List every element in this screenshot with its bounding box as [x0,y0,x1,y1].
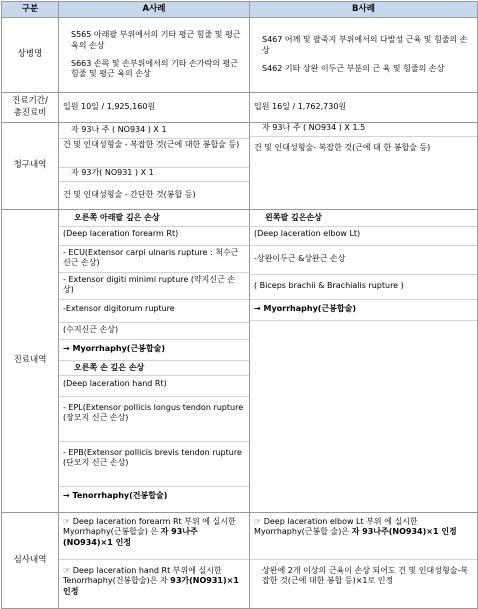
claim-a-desc1: 건 및 인대성형술 - 복잡한 것(근에 대한 봉합술 등) [59,138,249,167]
treatment-a-head2: 오른쪽 손 깊은 손상 [59,360,249,375]
claim-a-code1: 자 93나 주 ( NO934 ) X 1 [71,124,167,134]
period-case-b: 입원 16일 / 1,762,730원 [250,93,478,123]
review-case-a [59,513,250,609]
treatment-a-line1: (Deep laceration forearm Rt) [59,226,249,245]
treatment-a-operation1: → Myorrhaphy(근봉합술) [59,339,249,360]
claim-label: 청구내역 [2,123,59,210]
period-label-line1: 진료기간/ [12,96,48,107]
treatment-b-head1: 왼쪽팔 깊은손상 [265,213,322,222]
claim-a-code2: 자 93가( NO931 ) X 1 [59,167,249,181]
treatment-a-line4: -Extensor digitorum rupture [59,299,249,322]
treatment-b-line1: (Deep laceration elbow Lt) [250,226,477,245]
period-label-line2: 총진료비 [13,107,47,118]
review-b-1-approved: 자 93나주(NO934)×1 인정 [351,527,457,537]
treatment-b-line2: -상완이두근 &상완근 손상 [250,245,477,274]
header-row [2,2,478,18]
header-category: 구분 [2,2,59,18]
claim-b-desc1: 건 및 인대성형술- 복잡한 것(근에 대 한 봉합술 등) [250,136,477,162]
review-b-2: 상완에 2개 이상의 근육이 손상 되어도 건 및 인대성형술-복잡한 것(근에 대한 봉합 등)×1로 인정 [250,559,477,608]
period-row [2,93,478,123]
treatment-case-a [59,210,250,513]
period-case-a: 입원 10일 / 1,925,160원 [59,93,250,123]
claim-case-b [250,123,478,210]
period-label [2,93,59,123]
claim-case-a [59,123,250,210]
review-a-1-approved: 자 93나주(NO934)×1 인정 [63,527,198,547]
review-a-2-text: ☞ Deep laceration hand Rt 부위에 실시한 Tenorrhaphy(건봉합술)은 자 [63,566,222,586]
review-a-2 [59,559,249,608]
diagnosis-label: 상병명 [2,18,59,93]
treatment-row [2,210,478,513]
treatment-a-line8: - EPB(Extensor pollicis brevis tendon rupture (단모지 신근 손상) [59,441,249,486]
diagnosis-b-2: S462 기타 상완 이두근 부분의 근 육 및 힘줄의 손상 [262,64,445,74]
header-case-b: B사례 [250,2,478,18]
treatment-a-line7: - EPL(Extensor pollicis longus tendon rupture (장모지 신근 손상) [59,396,249,441]
treatment-b-line3: ( Biceps brachii & Brachialis rupture ) [250,274,477,299]
treatment-b-operation1: → Myorrhaphy(근봉합술) [250,299,477,320]
treatment-a-line2: - ECU(Extensor carpi ulnaris rupture : 척수근신근 손상) [59,245,249,272]
review-case-b [250,513,478,609]
review-a-1-text: ☞ Deep laceration forearm Rt 부위 에 실시한 Myorrhaphy(근봉합술) 은 [63,517,236,537]
diagnosis-b-1: S467 어깨 및 팔죽지 부위에서의 다발성 근육 및 힘줄의 손상 [262,35,468,55]
claim-b-code1: 자 93나 주 ( NO934 ) X 1.5 [262,123,366,132]
treatment-a-line3: - Extensor digiti minimi rupture (약지신근 손상) [59,272,249,299]
treatment-case-b [250,210,478,513]
diagnosis-row [2,18,478,93]
treatment-a-line5: (수지신근 손상) [59,322,249,339]
header-case-a: A사례 [59,2,250,18]
treatment-label: 진료내역 [2,210,59,513]
review-b-1 [250,513,477,559]
treatment-a-operation2: → Tenorrhaphy(건봉합술) [59,486,249,507]
review-a-1 [59,513,249,559]
diagnosis-case-b [250,18,478,93]
claim-row [2,123,478,210]
diagnosis-a-1: S565 아래팔 부위에서의 기타 평근 힘줄 및 평근육의 손상 [71,30,241,50]
review-row [2,513,478,609]
treatment-a-head1: 오른쪽 아래팔 깊은 손상 [74,213,160,222]
diagnosis-case-a [59,18,250,93]
claim-a-desc2: 건 및 인대성형술 - 간단한 것(봉합 등) [59,181,249,208]
review-a-2-approved: 93가(NO931)×1 인정 [63,576,239,596]
treatment-b-empty [250,320,477,496]
treatment-a-line6: (Deep laceration hand Rt) [59,375,249,396]
review-label: 심사내역 [2,513,59,609]
comparison-table [1,1,478,609]
review-b-1-text: ☞ Deep laceration elbow Lt 부위 에 실시한 Myorrhaphy(근봉합 술)은 [254,517,418,537]
diagnosis-a-2: S663 손목 및 손부위에서의 기타 손가락의 평근힘줄 및 평근 육의 손상 [71,59,238,79]
